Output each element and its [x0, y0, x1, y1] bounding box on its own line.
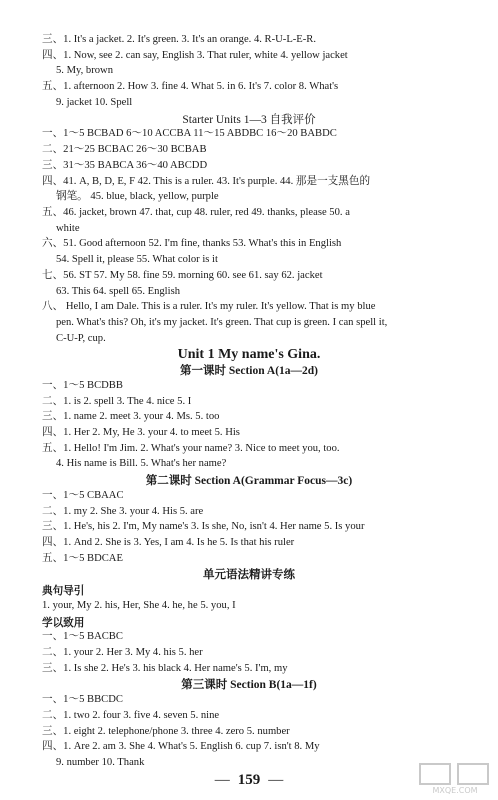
answer-line: 二、21～25 BCBAC 26～30 BCBAB: [42, 144, 207, 155]
answer-line: 4. His name is Bill. 5. What's her name?: [56, 458, 227, 470]
answer-line: 一、1～5 BBCDC: [42, 694, 123, 706]
answer-line: 9. jacket 10. Spell: [56, 96, 133, 108]
answer-line: 四、1. And 2. She is 3. Yes, I am 4. Is he 5. Is that his ruler: [42, 537, 295, 548]
answer-line: 一、1～5 BCDBB: [42, 379, 123, 391]
answer-line: 五、1. afternoon 2. How 3. fine 4. What 5. in 6. It's 7. color 8. What's: [42, 81, 339, 93]
answer-line: 钢笔。 45. blue, black, yellow, purple: [56, 191, 219, 203]
page-number: — 159 —: [214, 772, 284, 788]
section-heading: Unit 1 My name's Gina.: [177, 347, 321, 363]
answer-line: 四、1. Are 2. am 3. She 4. What's 5. English 6. cup 7. isn't 8. My: [42, 741, 320, 753]
answer-line: 五、46. jacket, brown 47. that, cup 48. ruler, red 49. thanks, please 50. a: [42, 206, 350, 218]
answer-line: 四、1. Now, see 2. can say, English 3. That ruler, white 4. yellow jacket: [42, 49, 348, 61]
watermark-text: MXQE.COM: [432, 786, 478, 795]
answer-line: 三、1. name 2. meet 3. your 4. Ms. 5. too: [42, 411, 220, 423]
section-heading: 单元语法精讲专练: [203, 569, 295, 582]
answer-line: C-U-P, cup.: [56, 332, 106, 344]
answer-line: pen. What's this? Oh, it's my jacket. It's green. That cup is green. I can spell it,: [56, 316, 388, 328]
answer-line: 一、1～5 BCBAD 6～10 ACCBA 11～15 ABDBC 16～20 BABDC: [42, 128, 337, 140]
answer-line: 八、 Hello, I am Dale. This is a ruler. It's my ruler. It's yellow. That is my blue: [42, 301, 376, 313]
answer-line: 三、1. eight 2. telephone/phone 3. three 4. zero 5. number: [42, 725, 290, 737]
answer-line: 9. number 10. Thank: [56, 757, 145, 768]
section-heading: Starter Units 1—3 自我评价: [182, 113, 316, 126]
answer-line: 七、56. ST 57. My 58. fine 59. morning 60. see 61. say 62. jacket: [42, 269, 323, 281]
answer-line: 三、1. He's, his 2. I'm, My name's 3. Is she, No, isn't 4. Her name 5. Is your: [42, 521, 365, 533]
answer-line: 1. your, My 2. his, Her, She 4. he, he 5. you, I: [42, 599, 236, 611]
answer-line: 63. This 64. spell 65. English: [56, 285, 180, 297]
subsection-label: 学以致用: [42, 617, 85, 629]
subsection-label: 典句导引: [42, 586, 85, 598]
section-heading: 第三课时 Section B(1a—1f): [181, 679, 317, 692]
section-heading: 第一课时 Section A(1a—2d): [180, 365, 318, 378]
answer-line: 三、1. Is she 2. He's 3. his black 4. Her name's 5. I'm, my: [42, 662, 288, 674]
answer-line: 二、1. your 2. Her 3. My 4. his 5. her: [42, 647, 203, 658]
answer-line: 三、31～35 BABCA 36～40 ABCDD: [42, 159, 208, 171]
answer-line: 六、51. Good afternoon 52. I'm fine, thanks 53. What's this in English: [42, 238, 342, 250]
answer-line: 五、1～5 BDCAE: [42, 552, 123, 564]
watermark-logo: [418, 762, 492, 796]
answer-line: 五、1. Hello! I'm Jim. 2. What's your name? 3. Nice to meet you, too.: [42, 442, 340, 454]
answer-line: 二、1. my 2. She 3. your 4. His 5. are: [42, 505, 204, 517]
answer-line: 四、41. A, B, D, E, F 42. This is a ruler. 43. It's purple. 44. 那是一支黑色的: [42, 175, 371, 187]
answer-line: 三、1. It's a jacket. 2. It's green. 3. It's an orange. 4. R-U-L-E-R.: [42, 34, 317, 45]
answer-line: 二、1. two 2. four 3. five 4. seven 5. nine: [42, 709, 220, 721]
answer-line: 54. Spell it, please 55. What color is it: [56, 254, 218, 265]
page-number-value: 159: [237, 772, 261, 788]
answer-line: 二、1. is 2. spell 3. The 4. nice 5. I: [42, 395, 192, 407]
answer-line: 四、1. Her 2. My, He 3. your 4. to meet 5. His: [42, 426, 240, 438]
answer-line: 一、1～5 BACBC: [42, 631, 123, 643]
answer-line: white: [56, 222, 80, 234]
section-heading: 第二课时 Section A(Grammar Focus—3c): [145, 475, 353, 488]
answer-line: 一、1～5 CBAAC: [42, 489, 124, 501]
answer-line: 5. My, brown: [56, 65, 113, 77]
